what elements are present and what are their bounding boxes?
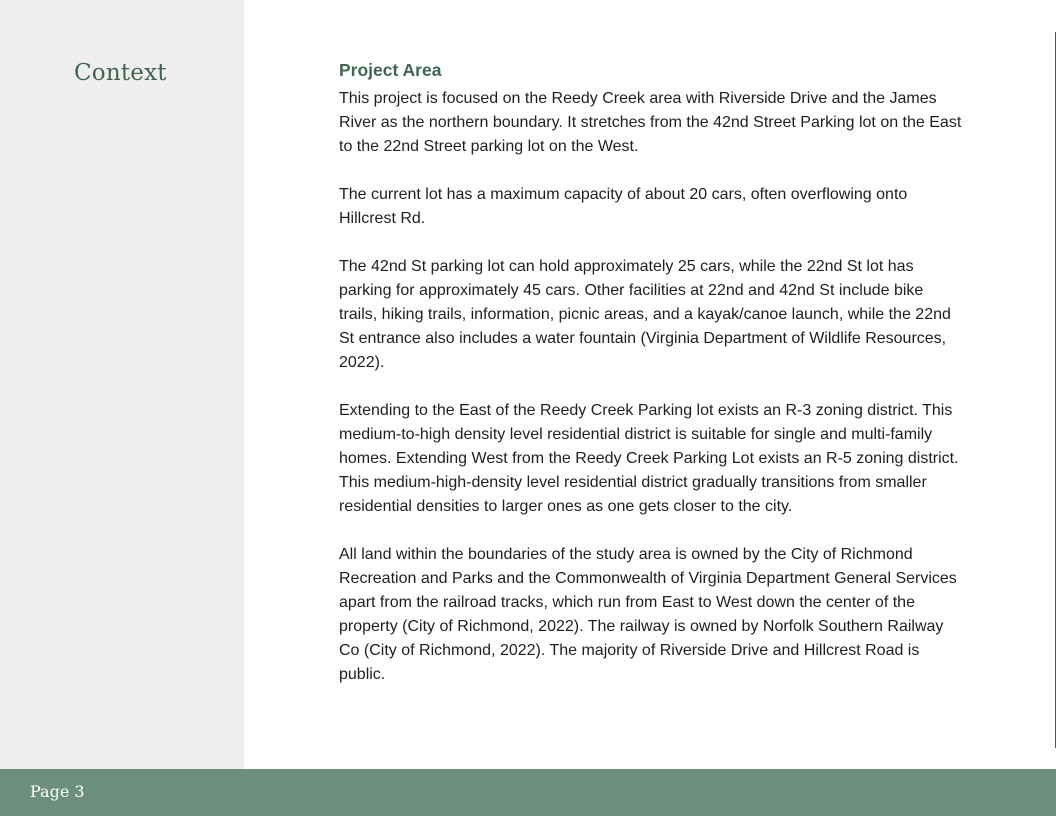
page-heading: Project Area <box>339 60 442 80</box>
paragraph: The current lot has a maximum capacity of about 20 cars, often overflowing onto Hillcrest Rd. <box>339 186 908 227</box>
paragraph: Extending to the East of the Reedy Creek Parking lot exists an R-3 zoning district. This medium-to-high density level residential district is suitable for single and multi-family homes. Extending West from the Reedy Creek Parking Lot exists an R-5 zoning district. This medium-high-density level residential district gradually transitions from smaller residential densities to larger ones as one gets closer to the city. <box>339 402 959 515</box>
paragraph: All land within the boundaries of the study area is owned by the City of Richmond Recreation and Parks and the Commonwealth of Virginia Department General Services apart from the railroad tracks, which run from East to West down the center of the property (City of Richmond, 2022). The railway is owned by Norfolk Southern Railway Co (City of Richmond, 2022). The majority of Riverside Drive and Hillcrest Road is public. <box>339 546 957 683</box>
sidebar-panel <box>0 0 244 769</box>
main-content <box>339 58 964 711</box>
page-number: Page 3 <box>30 782 85 801</box>
page-footer <box>0 769 1056 816</box>
section-title: Context <box>74 60 167 86</box>
paragraph: The 42nd St parking lot can hold approximately 25 cars, while the 22nd St lot has parking for approximately 45 cars. Other facilities at 22nd and 42nd St include bike trails, hiking trails, information, picnic areas, and a kayak/canoe launch, while the 22nd St entrance also includes a water fountain (Virginia Department of Wildlife Resources, 2022). <box>339 258 951 371</box>
paragraph: This project is focused on the Reedy Creek area with Riverside Drive and the James River as the northern boundary. It stretches from the 42nd Street Parking lot on the East to the 22nd Street parking lot on the West. <box>339 90 962 155</box>
